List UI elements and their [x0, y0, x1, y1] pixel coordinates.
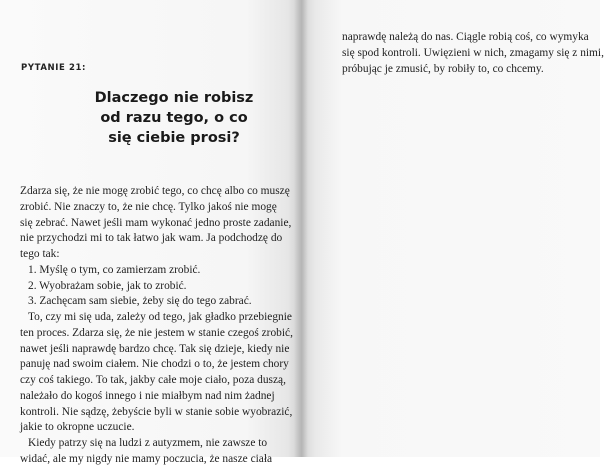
text-line: nawet jeśli naprawdę bardzo chcę. Tak się dzieje, kiedy nie — [20, 342, 290, 355]
text-line: panuję nad swoim ciałem. Nie chodzi o to, że jestem chory — [20, 358, 289, 371]
text-line: jakie to okropne uczucie. — [20, 421, 135, 434]
list-item: 1. Myślę o tym, co zamierzam zrobić. — [28, 263, 201, 276]
title-line: od razu tego, o co — [100, 110, 248, 126]
text-line: widać, ale my nigdy nie mamy poczucia, że nasze ciała — [20, 452, 273, 465]
book-gutter — [294, 0, 308, 457]
title-line: Dlaczego nie robisz — [94, 90, 254, 106]
text-line: należało do kogoś innego i nie miałbym nad nim żadnej — [20, 389, 275, 402]
text-line: tego tak: — [20, 248, 60, 260]
list-item: 3. Zachęcam sam siebie, żeby się do tego zabrać. — [28, 295, 252, 308]
text-line: czy coś takiego. To tak, jakby całe moje ciało, poza duszą, — [20, 374, 286, 386]
text-line: próbując je zmusić, by robiły to, co chcemy. — [342, 62, 544, 75]
left-page — [0, 0, 300, 465]
text-line: naprawdę należą do nas. Ciągle robią coś, co wymyka — [342, 31, 589, 43]
text-line: Zdarza się, że nie mogę zrobić tego, co chcę albo co muszę — [20, 185, 290, 197]
chapter-title — [74, 88, 274, 148]
text-line: się zebrać. Nawet jeśli mam wykonać jedno proste zadanie, — [20, 216, 292, 229]
text-line: ten proces. Zdarza się, że nie jestem w stanie czegoś zrobić, — [20, 326, 293, 339]
text-line: zrobić. Nie znaczy to, że nie chcę. Tylko jakoś nie mogę — [20, 200, 277, 213]
list-item: 2. Wyobrażam sobie, jak to zrobić. — [28, 279, 187, 292]
text-line: To, czy mi się uda, zależy od tego, jak gładko przebiegnie — [28, 311, 292, 323]
title-line: się ciebie prosi? — [108, 130, 240, 146]
question-label: PYTANIE 21: — [21, 63, 86, 73]
text-line: się spod kontroli. Uwięzieni w nich, zmagamy się z nimi, — [342, 46, 604, 59]
left-body-text — [20, 184, 293, 468]
text-line: nie przychodzi mi to tak łatwo jak wam. Ja podchodzę do — [20, 232, 283, 245]
text-line: kontroli. Nie sądzę, żebyście byli w stanie sobie wyobrazić, — [20, 405, 293, 418]
text-line: Kiedy patrzy się na ludzi z autyzmem, nie zawsze to — [28, 437, 268, 449]
right-body-text — [342, 30, 604, 77]
